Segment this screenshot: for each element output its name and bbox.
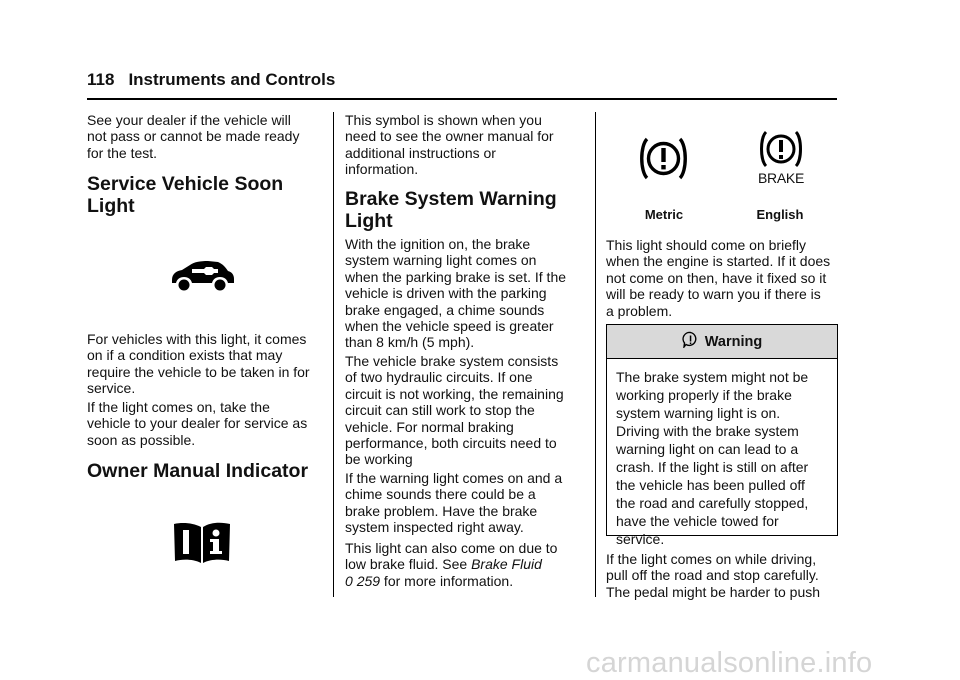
heading-line: Light bbox=[345, 210, 393, 232]
brake-fluid-link[interactable]: Brake Fluid bbox=[471, 556, 542, 573]
col1-intro bbox=[87, 112, 322, 161]
text-line: pull off the road and stop carefully. bbox=[606, 567, 819, 584]
text-line: of two hydraulic circuits. If one bbox=[345, 369, 533, 386]
text-line: require the vehicle to be taken in for bbox=[87, 363, 310, 380]
text-line: not pass or cannot be made ready bbox=[87, 128, 300, 145]
warning-line: crash. If the light is still on after bbox=[616, 459, 809, 475]
page-header bbox=[87, 70, 335, 90]
text-line: vehicle to your dealer for service as bbox=[87, 415, 308, 432]
page-number: 118 bbox=[87, 70, 115, 89]
warning-line: warning light on can lead to a bbox=[616, 441, 799, 457]
warning-bubble-icon bbox=[682, 331, 699, 352]
col2-intro bbox=[345, 112, 583, 178]
page-ref-arrow-icon: 0 bbox=[345, 572, 353, 589]
brake-warning-heading bbox=[345, 188, 583, 232]
service-para-1 bbox=[87, 331, 322, 397]
warning-line: the vehicle has been pulled off bbox=[616, 477, 805, 493]
brake-para-4 bbox=[345, 540, 583, 589]
car-wrench-icon bbox=[168, 258, 236, 294]
column-divider-1 bbox=[333, 112, 334, 597]
text-line: With the ignition on, the brake bbox=[345, 236, 531, 252]
warning-box bbox=[606, 324, 838, 547]
header-rule bbox=[87, 98, 837, 100]
section-title: Instruments and Controls bbox=[128, 70, 336, 89]
text-line: need to see the owner manual for bbox=[345, 128, 554, 145]
watermark: carmanualsonline.info bbox=[586, 647, 873, 679]
owner-manual-icon bbox=[171, 521, 233, 566]
caption-metric: Metric bbox=[644, 207, 684, 222]
text-line: on if a condition exists that may bbox=[87, 347, 283, 364]
warning-title: Warning bbox=[704, 333, 763, 350]
brake-para-3 bbox=[345, 470, 583, 536]
service-para-2 bbox=[87, 399, 322, 448]
text-line: If the warning light comes on and a bbox=[345, 470, 563, 486]
text-line: circuit is not working, the remaining bbox=[345, 385, 564, 402]
heading-line: Light bbox=[87, 195, 135, 217]
brake-text-label: BRAKE bbox=[758, 170, 804, 186]
text-line: be working bbox=[345, 451, 413, 468]
text-line: performance, both circuits need to bbox=[345, 435, 557, 452]
warning-line: Driving with the brake system bbox=[616, 423, 799, 439]
text-line: for the test. bbox=[87, 144, 158, 161]
text-span: for more information. bbox=[380, 572, 514, 589]
brake-para-2 bbox=[345, 353, 583, 468]
warning-line: the road and carefully stopped, bbox=[616, 495, 809, 511]
text-line: when the engine is started. If it does bbox=[606, 253, 831, 270]
text-line: system inspected right away. bbox=[345, 519, 524, 536]
text-line: brake engaged, a chime sounds bbox=[345, 301, 545, 318]
text-line: For vehicles with this light, it comes bbox=[87, 331, 307, 347]
text-line: not come on then, have it fixed so it bbox=[606, 269, 827, 286]
text-line: information. bbox=[345, 161, 419, 178]
text-line: vehicle. For normal braking bbox=[345, 418, 514, 435]
text-line: will be ready to warn you if there is bbox=[606, 286, 821, 303]
owner-manual-heading bbox=[87, 460, 322, 482]
text-line: when the parking brake is set. If the bbox=[345, 268, 567, 285]
text-line: The pedal might be harder to push bbox=[606, 583, 821, 600]
text-line: The vehicle brake system consists bbox=[345, 353, 559, 369]
text-line: service. bbox=[87, 380, 136, 397]
text-line: than 8 km/h (5 mph). bbox=[345, 334, 475, 351]
heading-line: Owner Manual Indicator bbox=[87, 460, 309, 482]
text-span: low brake fluid. See bbox=[345, 556, 472, 573]
text-line: additional instructions or bbox=[345, 144, 496, 161]
service-vehicle-soon-heading bbox=[87, 173, 322, 217]
warning-body bbox=[607, 359, 837, 548]
text-line: brake problem. Have the brake bbox=[345, 502, 538, 519]
text-line: This symbol is shown when you bbox=[345, 112, 542, 128]
text-line: system warning light comes on bbox=[345, 252, 537, 269]
warning-header bbox=[607, 325, 837, 359]
text-line: See your dealer if the vehicle will bbox=[87, 112, 291, 128]
heading-line: Service Vehicle Soon bbox=[87, 173, 284, 195]
warning-line: The brake system might not be bbox=[616, 369, 809, 385]
text-line: soon as possible. bbox=[87, 431, 196, 448]
col3-para-1 bbox=[606, 237, 841, 319]
text-line: circuit can still work to stop the bbox=[345, 402, 535, 419]
text-line: This light can also come on due to bbox=[345, 540, 558, 556]
warning-line: working properly if the brake bbox=[616, 387, 792, 403]
text-line: a problem. bbox=[606, 302, 673, 319]
brake-warning-english-icon bbox=[757, 129, 805, 169]
caption-english: English bbox=[756, 207, 804, 222]
text-line bbox=[345, 573, 583, 589]
col3-para-2 bbox=[606, 551, 841, 600]
warning-line: have the vehicle towed for bbox=[616, 513, 779, 529]
text-line: vehicle is driven with the parking bbox=[345, 285, 547, 302]
warning-line: system warning light is on. bbox=[616, 405, 781, 421]
text-line: This light should come on briefly bbox=[606, 237, 806, 253]
text-line: If the light comes on, take the bbox=[87, 399, 270, 415]
text-line: If the light comes on while driving, bbox=[606, 551, 817, 567]
column-divider-2 bbox=[595, 112, 596, 597]
heading-line: Brake System Warning bbox=[345, 188, 557, 210]
text-line bbox=[345, 556, 583, 572]
brake-para-1 bbox=[345, 236, 583, 351]
warning-line: service. bbox=[616, 531, 665, 547]
text-line: chime sounds there could be a bbox=[345, 486, 536, 503]
page-ref-number[interactable]: 259 bbox=[356, 572, 381, 589]
text-line: when the vehicle speed is greater bbox=[345, 318, 554, 335]
brake-warning-metric-icon bbox=[636, 136, 691, 181]
